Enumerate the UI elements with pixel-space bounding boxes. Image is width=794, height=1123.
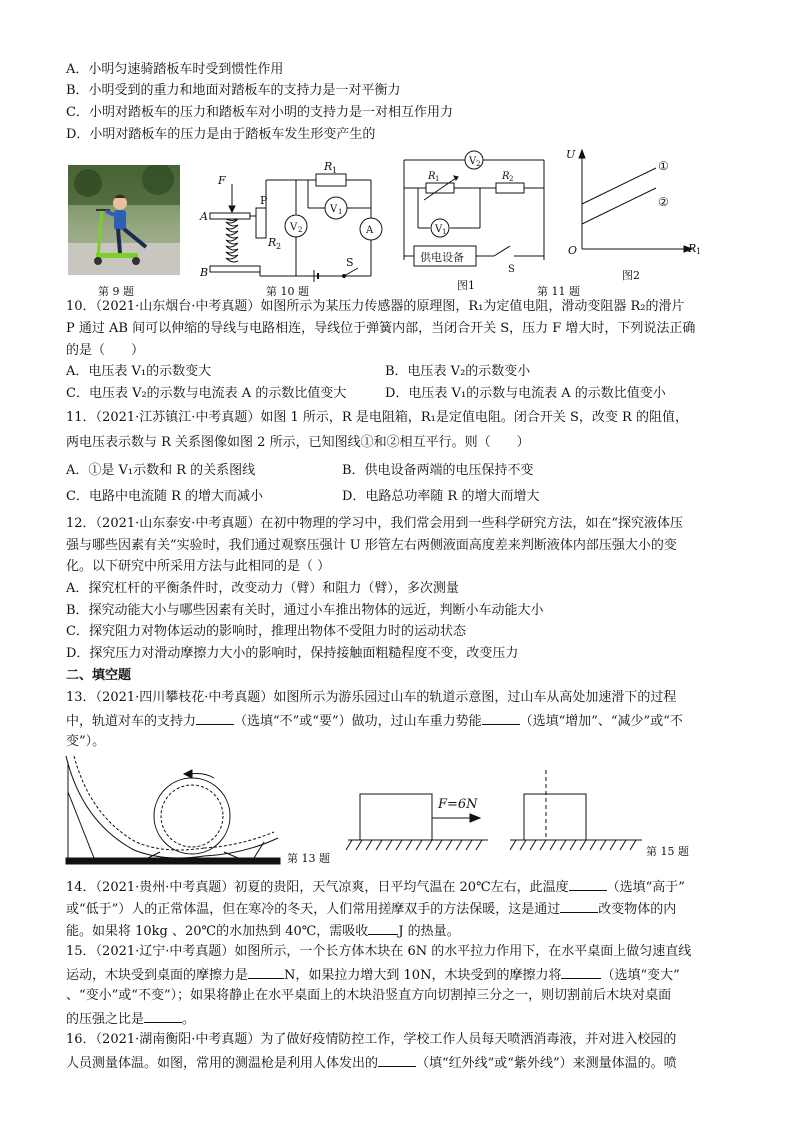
figure-11-fig1-label: 图1 [457, 279, 475, 292]
q10-option-d: D．电压表 V₁的示数与电流表 A 的示数比值变小 [385, 386, 666, 401]
svg-text:S: S [508, 264, 515, 275]
q12-stem-line1: 12．（2021·山东泰安·中考真题）在初中物理的学习中，我们常会用到一些科学研究方法，如在“探究液体压 [66, 516, 684, 531]
q13-stem-line3: 变”）。 [66, 734, 106, 749]
figure-11-fig2-label: 图2 [622, 269, 640, 282]
svg-text:V: V [469, 156, 477, 167]
q9-option-a: A．小明匀速骑踏板车时受到惯性作用 [66, 62, 284, 77]
graph-line-1-label: ① [658, 159, 669, 173]
graph-line-2-label: ② [658, 195, 669, 209]
svg-text:A: A [200, 210, 208, 223]
q13-text-b: （选填“不”或“要”）做功，过山车重力势能 [234, 714, 482, 729]
q15-blank-2[interactable] [561, 965, 601, 979]
q14-stem-line1 [66, 877, 685, 897]
q10-stem-line1: 10．（2021·山东烟台·中考真题）如图所示为某压力传感器的原理图，R₁为定值电阻，滑动变阻器 R₂的滑片 [66, 299, 685, 314]
q13-stem-line2 [66, 711, 683, 731]
svg-text:V: V [290, 222, 298, 233]
q15-text-d: 的压强之比是 [66, 1012, 145, 1027]
svg-text:S: S [346, 256, 354, 269]
scooter-photo [68, 165, 180, 275]
q10-option-b: B．电压表 V₂的示数变小 [385, 364, 531, 379]
q14-text-b: （选填“高于” [606, 880, 685, 895]
svg-text:R: R [324, 160, 333, 173]
svg-text:R: R [502, 171, 510, 182]
q12-option-b: B．探究动能大小与哪些因素有关时，通过小车推出物体的远近，判断小车动能大小 [66, 603, 544, 618]
q13-blank-2[interactable] [482, 711, 520, 725]
q12-option-c: C．探究阻力对物体运动的影响时，推理出物体不受阻力时的运动状态 [66, 624, 466, 639]
svg-text:2: 2 [276, 242, 282, 251]
q11-option-d: D．电路总功率随 R 的增大而增大 [342, 489, 540, 504]
q16-stem-line2 [66, 1053, 677, 1073]
q14-text-d: 改变物体的内 [598, 902, 677, 917]
q16-stem-line1: 16．（2021·湖南衡阳·中考真题）为了做好疫情防控工作，学校工作人员每天喷洒消毒液，并对进入校园的 [66, 1032, 677, 1047]
svg-text:F: F [218, 174, 226, 187]
svg-text:R: R [688, 242, 697, 255]
svg-text:1: 1 [442, 228, 447, 236]
q13-stem-line1: 13．（2021·四川攀枝花·中考真题）如图所示为游乐园过山车的轨道示意图，过山车从高处加速滑下的过程 [66, 690, 677, 705]
svg-text:V: V [435, 224, 443, 235]
section-heading-fill-in: 二、填空题 [66, 668, 132, 683]
q15-stem-line1: 15．（2021·辽宁·中考真题）如图所示，一个长方体木块在 6N 的水平拉力作用下，在水平桌面上做匀速直线 [66, 944, 692, 959]
svg-text:O: O [568, 244, 578, 257]
figure-11-graph [560, 144, 710, 266]
svg-text:U: U [566, 148, 576, 161]
q14-text-a: 14．（2021·贵州·中考真题）初夏的贵阳，天气凉爽，日平均气温在 20℃左右，此温度 [66, 880, 569, 895]
q14-blank-2[interactable] [560, 899, 598, 913]
svg-text:2: 2 [298, 226, 303, 234]
q11-stem-line2: 两电压表示数与 R 关系图像如图 2 所示，已知图线①和②相互平行。则（ ） [66, 435, 530, 450]
svg-text:R: R [428, 171, 436, 182]
q15-text-b: N，如果拉力增大到 10N，木块受到的摩擦力将 [284, 968, 562, 983]
q11-stem-line1: 11．（2021·江苏镇江·中考真题）如图 1 所示，R 是电阻箱，R₁是定值电阻。闭合开关 S，改变 R 的阻值， [66, 410, 688, 425]
svg-text:1: 1 [338, 208, 343, 216]
q15-blank-3[interactable] [144, 1009, 182, 1023]
q15-text-a: 运动，木块受到桌面的摩擦力是 [66, 968, 249, 983]
svg-text:1: 1 [332, 166, 338, 175]
q10-stem-line2: P 通过 AB 间可以伸缩的导线与电路相连，导线位于弹簧内部，当闭合开关 S，压力 F 增大时，下列说法正确 [66, 321, 696, 336]
q10-option-a: A．电压表 V₁的示数变大 [66, 364, 212, 379]
figure-13-caption: 第 13 题 [287, 852, 330, 865]
q14-stem-line3 [66, 921, 460, 941]
roller-coaster-figure [64, 752, 286, 870]
svg-text:1: 1 [435, 175, 440, 183]
power-supply-label: 供电设备 [420, 251, 464, 264]
figure-11-caption: 第 11 题 [537, 285, 580, 298]
svg-text:P: P [260, 194, 268, 207]
q15-blank-1[interactable] [248, 965, 284, 979]
q15-stem-line4: 的压强之比是 。 [66, 1009, 195, 1029]
block-cut-figure [506, 766, 646, 858]
q11-option-c: C．电路中电流随 R 的增大而减小 [66, 489, 263, 504]
svg-text:A: A [366, 225, 374, 236]
q14-blank-3[interactable] [368, 921, 398, 935]
q13-text-a: 中，轨道对车的支持力 [66, 714, 197, 729]
figure-10-caption: 第 10 题 [266, 285, 309, 298]
q11-option-b: B．供电设备两端的电压保持不变 [342, 463, 534, 478]
q9-option-d: D．小明对踏板车的压力是由于踏板车发生形变产生的 [66, 127, 376, 142]
q12-stem-line2: 强与哪些因素有关”实验时，我们通过观察压强计 U 形管左右两侧液面高度差来判断液体内部压强大小的变 [66, 538, 677, 553]
q15-stem-line3: 、“变小”或“不变”）；如果将静止在水平桌面上的木块沿竖直方向切割掉三分之一，则切割前后木块对桌面 [66, 988, 672, 1003]
q10-option-c: C．电压表 V₂的示数与电流表 A 的示数比值变大 [66, 386, 347, 401]
svg-text:R: R [268, 236, 277, 249]
q14-text-f: J 的热量。 [398, 924, 460, 939]
q14-stem-line2 [66, 899, 676, 919]
q10-stem-line3: 的是（ ） [66, 343, 145, 358]
q14-blank-1[interactable] [569, 877, 607, 891]
figure-11-circuit [398, 150, 550, 278]
q13-text-c: （选填“增加”、“减少”或“不 [519, 714, 683, 729]
svg-text:1: 1 [696, 247, 702, 256]
svg-text:B: B [200, 266, 209, 279]
svg-text:2: 2 [476, 160, 481, 168]
q9-option-c: C．小明对踏板车的压力和踏板车对小明的支持力是一对相互作用力 [66, 105, 453, 120]
figure-9-caption: 第 9 题 [98, 285, 134, 298]
q15-stem-line2 [66, 965, 680, 985]
q11-option-a: A．①是 V₁示数和 R 的关系图线 [66, 463, 256, 478]
force-label: F=6N [438, 797, 478, 812]
q16-text-b: （填“红外线”或“紫外线”）来测量体温的。喷 [416, 1056, 677, 1071]
q16-blank-1[interactable] [378, 1053, 416, 1067]
q12-stem-line3: 化。以下研究中所采用方法与此相同的是（ ） [66, 559, 331, 574]
svg-text:V: V [330, 204, 338, 215]
q14-text-e: 能。如果将 10kg 、20℃的水加热到 40℃，需吸收 [66, 924, 369, 939]
q13-blank-1[interactable] [196, 711, 234, 725]
q16-text-a: 人员测量体温。如图，常用的测温枪是利用人体发出的 [66, 1056, 379, 1071]
q9-option-b: B．小明受到的重力和地面对踏板车的支持力是一对平衡力 [66, 83, 401, 98]
svg-text:2: 2 [509, 175, 514, 183]
pressure-sensor-circuit [196, 158, 390, 286]
figure-15-caption: 第 15 题 [646, 845, 689, 858]
q12-option-a: A．探究杠杆的平衡条件时，改变动力（臂）和阻力（臂），多次测量 [66, 581, 459, 596]
q15-text-c: （选填“变大” [601, 968, 680, 983]
q12-option-d: D．探究压力对滑动摩擦力大小的影响时，保持接触面粗糙程度不变，改变压力 [66, 646, 519, 661]
q14-text-c: 或“低于”）人的正常体温，但在寒冷的冬天，人们常用搓摩双手的方法保暖，这是通过 [66, 902, 561, 917]
